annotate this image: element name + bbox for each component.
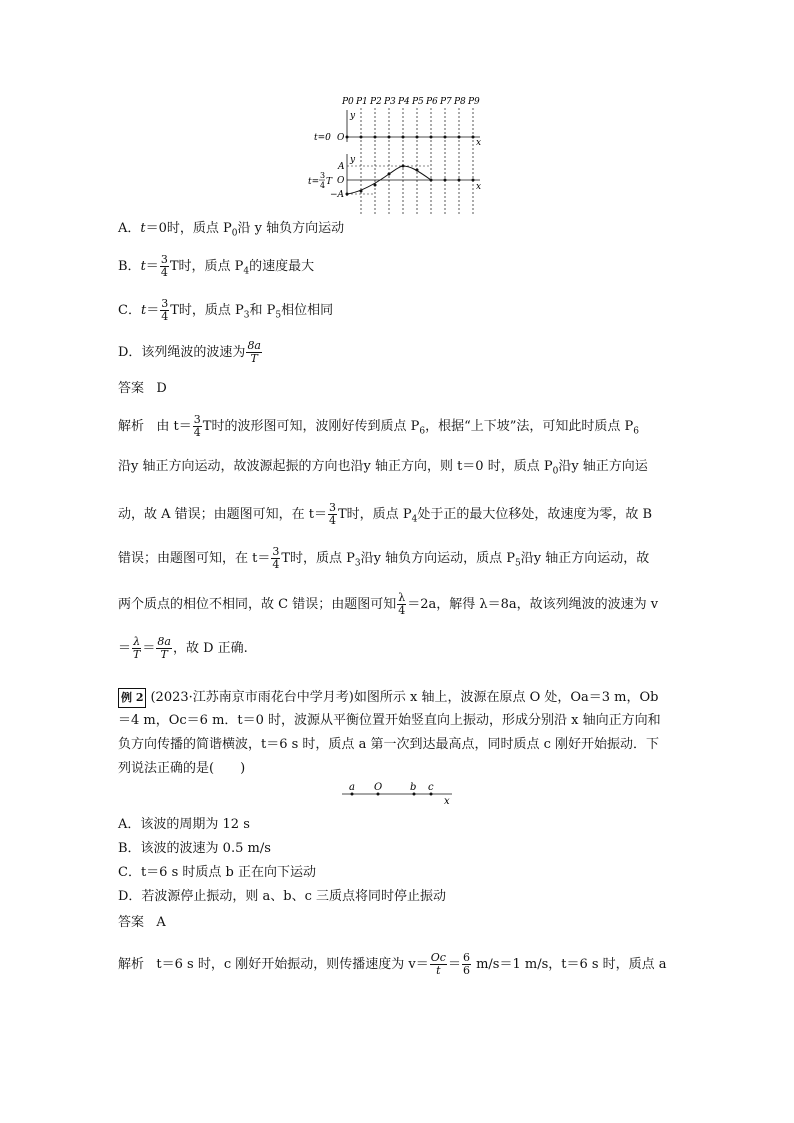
q1-exp-line5: 两个质点的相位不相同，故 C 错误；由题图可知 $\frac{\lambda}{4}$ ＝2a，解得 λ＝8a，故该列绳波的波速为 v	[118, 591, 659, 617]
axis-figure	[338, 778, 458, 808]
label-p8: P8	[454, 97, 466, 107]
label-p5: P5	[412, 97, 424, 107]
q2-option-a: A．该波的周期为 12 s	[118, 817, 250, 832]
label-p3: P3	[384, 97, 396, 107]
q2-option-d: D．若波源停止振动，则 a、b、c 三质点将同时停止振动	[118, 889, 447, 904]
dashed-verticals	[361, 108, 473, 214]
amp-neg-label: −A	[330, 190, 345, 200]
amp-pos-label: A	[338, 162, 345, 172]
upper-x-label: x	[476, 138, 482, 148]
label-p1: P1	[356, 97, 368, 107]
fig-label-c: c	[428, 782, 434, 793]
lower-origin: O	[337, 176, 345, 186]
q2-line2: ＝4 m，Oc＝6 m．t＝0 时，波源从平衡位置开始竖直向上振动，形成分别沿 x 轴向正方向和	[118, 713, 661, 728]
q2-line4: 列说法正确的是( )	[118, 761, 246, 776]
fig-label-O: O	[374, 782, 383, 793]
t-label-den: 4	[320, 181, 326, 190]
top-labels	[341, 97, 480, 107]
q1-exp-line3: 动，故 A 错误；由题图可知，在 t＝ $\frac{3}{4}$ T时，质点 $P_4$处于正的最大位移处，故速度为零，故 B	[118, 501, 652, 527]
q2-line3: 负方向传播的简谐横波，t＝6 s 时，质点 a 第一次到达最高点，同时质点 c 刚好开始振动．下	[118, 737, 659, 752]
lower-x-label: x	[476, 182, 482, 192]
label-p0: P0	[342, 97, 354, 107]
t-label-suffix: T	[326, 177, 333, 187]
wave-figure	[300, 92, 500, 217]
fig-label-x: x	[444, 796, 450, 807]
q2-line1: 例 2 (2023·江苏南京市雨花台中学月考)如图所示 x 轴上，波源在原点 O 处，Oa＝3 m，Ob	[118, 688, 658, 708]
label-p7: P7	[440, 97, 452, 107]
q1-exp-line1: 解析 由 t＝ $\frac{3}{4}$ T时的波形图可知，波刚好传到质点 $P_6$，根据“上下坡”法，可知此时质点 $P_6$	[118, 413, 639, 439]
q1-option-d: D．该列绳波的波速为 $\frac{8a}{T}$	[118, 339, 261, 365]
t-label-num: 3	[320, 171, 326, 180]
label-p2: P2	[370, 97, 382, 107]
example-tag: 例 2	[118, 688, 146, 708]
q1-exp-line6: ＝ $\frac{\lambda}{T}$ ＝ $\frac{8a}{T}$ ，故 D 正确.	[118, 635, 248, 661]
q2-explanation: 解析 t＝6 s 时，c 刚好开始振动，则传播速度为 v＝ $\frac{Oc}{t}$ ＝ $\frac{6}{6}$ m/s＝1 m/s，t＝6 s 时，质点 a	[118, 951, 667, 977]
q1-exp-line4: 错误；由题图可知，在 t＝ $\frac{3}{4}$ T时，质点 $P_3$沿y 轴负方向运动，质点 $P_5$沿y 轴正方向运动，故	[118, 545, 650, 571]
q1-option-a: A．t＝0时，质点 $P_0$沿 y 轴负方向运动	[118, 221, 345, 239]
label-p4: P4	[398, 97, 410, 107]
lower-y-label: y	[350, 155, 356, 165]
q1-option-c: C．t＝ $\frac{3}{4}$ T时，质点 $P_3$和 $P_5$相位相同	[118, 297, 334, 323]
label-p6: P6	[426, 97, 438, 107]
q2-answer: 答案 A	[118, 915, 166, 930]
q1-option-b: B．t＝ $\frac{3}{4}$ T时，质点 $P_4$的速度最大	[118, 253, 315, 279]
upper-y-label: y	[350, 111, 356, 121]
q1-answer: 答案 D	[118, 381, 167, 396]
t0-label: t=0	[314, 133, 331, 143]
label-p9: P9	[468, 97, 480, 107]
fig-label-a: a	[349, 782, 355, 793]
q2-option-b: B．该波的波速为 0.5 m/s	[118, 841, 271, 856]
fig-label-b: b	[410, 782, 417, 793]
q1-exp-line2: 沿y 轴正方向运动，故波源起振的方向也沿y 轴正方向，则 t＝0 时，质点 $P_0$沿y 轴正方向运	[118, 459, 648, 477]
upper-origin: O	[337, 133, 345, 143]
q2-option-c: C．t＝6 s 时质点 b 正在向下运动	[118, 865, 316, 880]
t-label-prefix: t=	[308, 177, 320, 187]
